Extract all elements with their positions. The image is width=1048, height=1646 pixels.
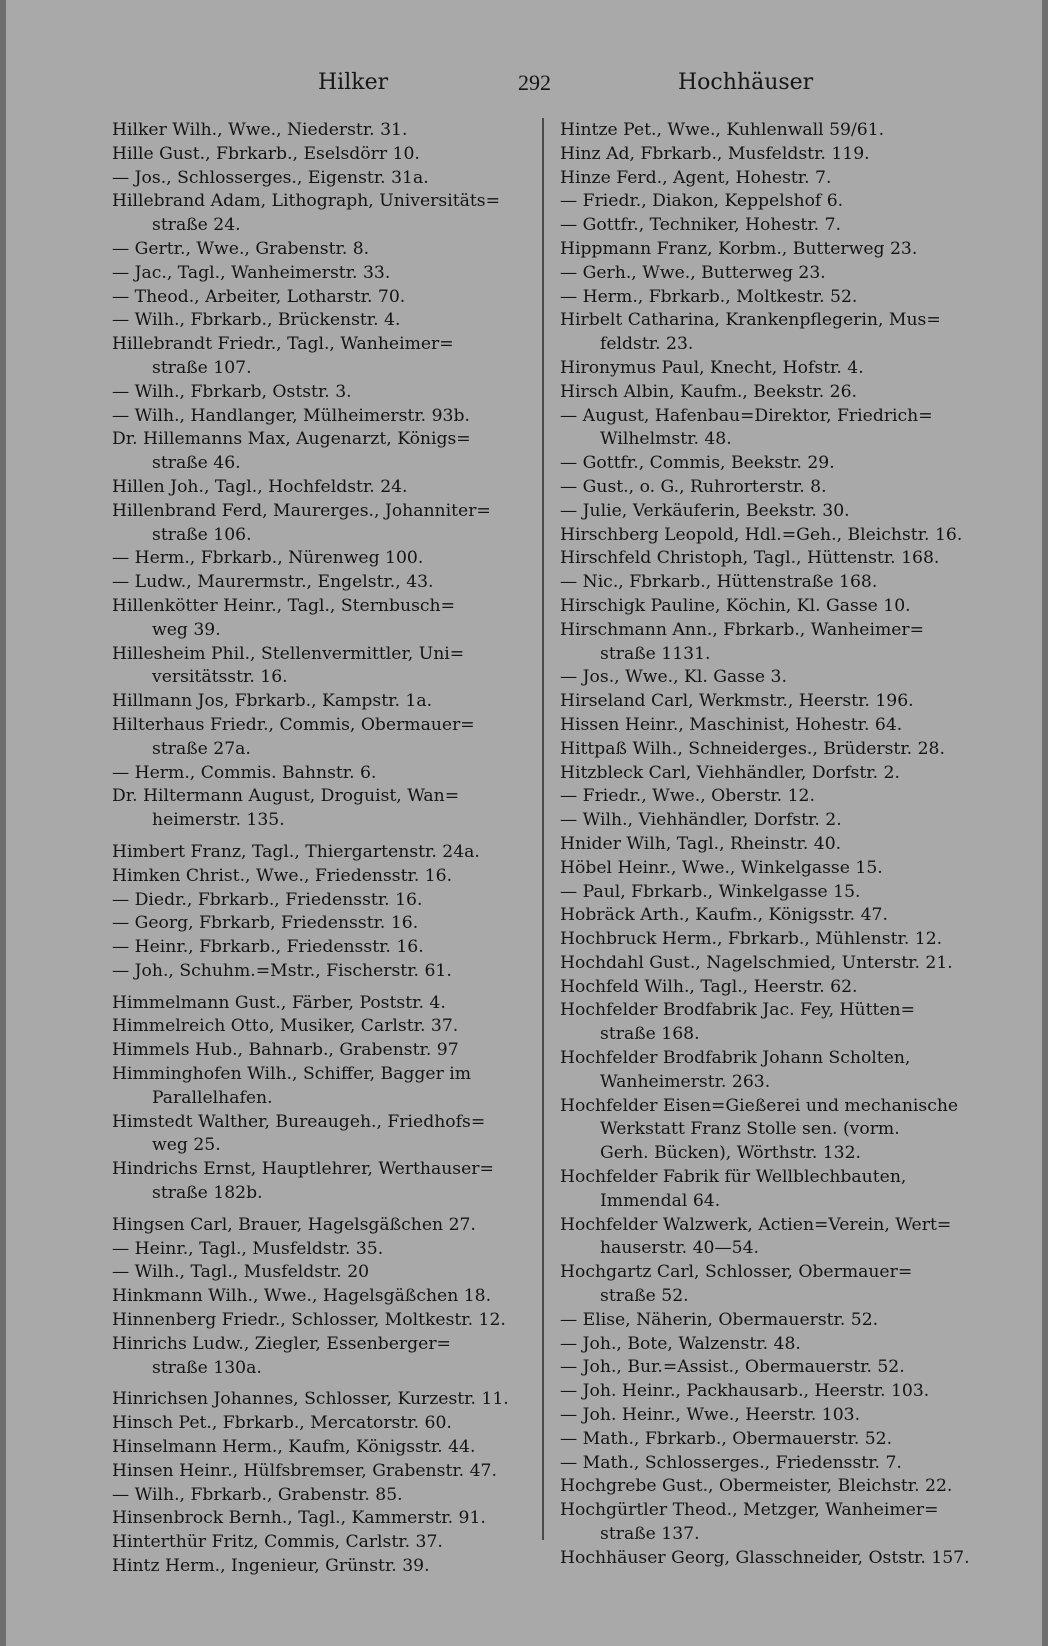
directory-line: — Ludw., Maurermstr., Engelstr., 43. — [112, 572, 434, 593]
directory-line: — Joh., Bur.=Assist., Obermauerstr. 52. — [560, 1357, 905, 1378]
directory-line: Hirbelt Catharina, Krankenpflegerin, Mus= — [560, 310, 941, 331]
directory-line: straße 130a. — [152, 1357, 262, 1378]
page-header — [6, 70, 1042, 110]
directory-line: — Nic., Fbrkarb., Hüttenstraße 168. — [560, 572, 878, 593]
directory-line: straße 27a. — [152, 738, 251, 759]
directory-line: — Gottfr., Commis, Beekstr. 29. — [560, 453, 835, 474]
directory-line: Hirschigk Pauline, Köchin, Kl. Gasse 10. — [560, 595, 911, 616]
column-divider — [542, 118, 544, 1540]
directory-line: Hippmann Franz, Korbm., Butterweg 23. — [560, 238, 918, 259]
directory-line: Hinsch Pet., Fbrkarb., Mercatorstr. 60. — [112, 1413, 452, 1434]
directory-line: Hirseland Carl, Werkmstr., Heerstr. 196. — [560, 691, 914, 712]
directory-line: Himmelreich Otto, Musiker, Carlstr. 37. — [112, 1016, 459, 1037]
directory-line: Hochgürtler Theod., Metzger, Wanheimer= — [560, 1500, 939, 1521]
directory-line: weg 39. — [152, 619, 221, 640]
directory-line: straße 24. — [152, 215, 241, 236]
directory-line: Gerh. Bücken), Wörthstr. 132. — [600, 1143, 862, 1164]
directory-line: — Jos., Schlosserges., Eigenstr. 31a. — [112, 167, 429, 188]
directory-line: Himken Christ., Wwe., Friedensstr. 16. — [112, 865, 453, 886]
directory-line: Hinrichsen Johannes, Schlosser, Kurzestr. 11. — [112, 1389, 509, 1410]
directory-line: Hobräck Arth., Kaufm., Königsstr. 47. — [560, 905, 888, 926]
directory-line: Hochfelder Fabrik für Wellblechbauten, — [560, 1167, 907, 1188]
directory-line: — Gust., o. G., Ruhrorterstr. 8. — [560, 476, 827, 497]
directory-line: Hinkmann Wilh., Wwe., Hagelsgäßchen 18. — [112, 1286, 492, 1307]
directory-line: Hinselmann Herm., Kaufm, Königsstr. 44. — [112, 1437, 476, 1458]
directory-line: straße 168. — [600, 1024, 700, 1045]
directory-line: Hironymus Paul, Knecht, Hofstr. 4. — [560, 357, 864, 378]
directory-line: Hillebrand Adam, Lithograph, Universitäts= — [112, 191, 500, 212]
directory-line: Himmelmann Gust., Färber, Poststr. 4. — [112, 992, 446, 1013]
directory-line: Hitzbleck Carl, Viehhändler, Dorfstr. 2. — [560, 762, 900, 783]
directory-line: Hittpaß Wilh., Schneiderges., Brüderstr. 28. — [560, 738, 945, 759]
directory-line: — Wilh., Fbrkarb, Oststr. 3. — [112, 381, 352, 402]
directory-line: Hissen Heinr., Maschinist, Hohestr. 64. — [560, 714, 903, 735]
directory-line: straße 137. — [600, 1524, 700, 1545]
left-column — [112, 119, 544, 1579]
directory-line: Hinsen Heinr., Hülfsbremser, Grabenstr. 47. — [112, 1460, 497, 1481]
directory-line: Himstedt Walther, Bureaugeh., Friedhofs= — [112, 1111, 486, 1132]
directory-line: Himminghofen Wilh., Schiffer, Bagger im — [112, 1064, 472, 1085]
directory-line: Hinrichs Ludw., Ziegler, Essenberger= — [112, 1333, 451, 1354]
directory-line: — Herm., Commis. Bahnstr. 6. — [112, 762, 377, 783]
directory-line: Hochfelder Brodfabrik Jac. Fey, Hütten= — [560, 1000, 916, 1021]
directory-line: weg 25. — [152, 1135, 221, 1156]
directory-line: Hirschfeld Christoph, Tagl., Hüttenstr. 168. — [560, 548, 940, 569]
directory-line: Hochbruck Herm., Fbrkarb., Mühlenstr. 12. — [560, 929, 943, 950]
directory-line: Hochgartz Carl, Schlosser, Obermauer= — [560, 1262, 913, 1283]
directory-line: Hinnenberg Friedr., Schlosser, Moltkestr. 12. — [112, 1310, 506, 1331]
directory-line: — Heinr., Tagl., Musfeldstr. 35. — [112, 1238, 384, 1259]
directory-line: Parallelhafen. — [152, 1087, 273, 1108]
directory-line: Hinterthür Fritz, Commis, Carlstr. 37. — [112, 1532, 443, 1553]
directory-line: Hillenbrand Ferd, Maurerges., Johanniter= — [112, 500, 491, 521]
directory-line: Hochhäuser Georg, Glasschneider, Oststr. 157. — [560, 1547, 970, 1568]
directory-line: Hochfelder Walzwerk, Actien=Verein, Wert= — [560, 1214, 952, 1235]
directory-line: straße 1131. — [600, 643, 711, 664]
directory-line: Hingsen Carl, Brauer, Hagelsgäßchen 27. — [112, 1214, 476, 1235]
directory-line: Hille Gust., Fbrkarb., Eselsdörr 10. — [112, 143, 420, 164]
directory-line: hauserstr. 40—54. — [600, 1238, 759, 1259]
directory-line: Hintze Pet., Wwe., Kuhlenwall 59/61. — [560, 120, 885, 140]
directory-line: feldstr. 23. — [600, 334, 694, 355]
directory-line: — Theod., Arbeiter, Lotharstr. 70. — [112, 286, 406, 307]
directory-line: Werkstatt Franz Stolle sen. (vorm. — [600, 1119, 900, 1140]
directory-line: Hochdahl Gust., Nagelschmied, Unterstr. 21. — [560, 952, 953, 973]
directory-line: Immendal 64. — [600, 1190, 721, 1211]
directory-line: Hillesheim Phil., Stellenvermittler, Uni= — [112, 643, 465, 664]
directory-line: — Math., Fbrkarb., Obermauerstr. 52. — [560, 1428, 893, 1449]
directory-line: — Gertr., Wwe., Grabenstr. 8. — [112, 238, 370, 259]
directory-line: — Heinr., Fbrkarb., Friedensstr. 16. — [112, 937, 424, 958]
directory-line: versitätsstr. 16. — [152, 667, 288, 688]
directory-line: — Gerh., Wwe., Butterweg 23. — [560, 262, 826, 283]
directory-line: — Math., Schlosserges., Friedensstr. 7. — [560, 1452, 902, 1473]
directory-line: Hirsch Albin, Kaufm., Beekstr. 26. — [560, 381, 857, 402]
directory-line: Hillebrandt Friedr., Tagl., Wanheimer= — [112, 334, 454, 355]
directory-line: — Wilh., Fbrkarb., Grabenstr. 85. — [112, 1484, 403, 1505]
directory-line: Hillmann Jos, Fbrkarb., Kampstr. 1a. — [112, 691, 433, 712]
directory-line: heimerstr. 135. — [152, 810, 285, 831]
directory-line: — Elise, Näherin, Obermauerstr. 52. — [560, 1309, 879, 1330]
directory-line: — Wilh., Tagl., Musfeldstr. 20 — [112, 1262, 370, 1283]
directory-line: — Jos., Wwe., Kl. Gasse 3. — [560, 667, 787, 688]
directory-line: Hilterhaus Friedr., Commis, Obermauer= — [112, 714, 475, 735]
directory-line: — August, Hafenbau=Direktor, Friedrich= — [560, 405, 933, 426]
directory-line: Hnider Wilh, Tagl., Rheinstr. 40. — [560, 833, 842, 854]
directory-page — [6, 0, 1042, 1646]
directory-line: Hilker Wilh., Wwe., Niederstr. 31. — [112, 120, 408, 140]
header-left-keyword: Hilker — [318, 70, 389, 95]
page-number: 292 — [518, 70, 551, 95]
directory-line: — Joh., Schuhm.=Mstr., Fischerstr. 61. — [112, 960, 452, 981]
directory-line: straße 182b. — [152, 1183, 263, 1204]
directory-line: — Wilh., Fbrkarb., Brückenstr. 4. — [112, 310, 401, 331]
directory-line: Dr. Hiltermann August, Droguist, Wan= — [112, 786, 460, 807]
directory-line: Hillenkötter Heinr., Tagl., Sternbusch= — [112, 595, 455, 616]
directory-line: Höbel Heinr., Wwe., Winkelgasse 15. — [560, 857, 883, 878]
directory-line: straße 106. — [152, 524, 252, 545]
directory-line: Himmels Hub., Bahnarb., Grabenstr. 97 — [112, 1040, 459, 1061]
directory-line: Hintz Herm., Ingenieur, Grünstr. 39. — [112, 1556, 430, 1577]
directory-line: — Joh., Bote, Walzenstr. 48. — [560, 1333, 801, 1354]
directory-line: Hinz Ad, Fbrkarb., Musfeldstr. 119. — [560, 143, 870, 164]
directory-line: — Herm., Fbrkarb., Nürenweg 100. — [112, 548, 424, 569]
directory-line: Hindrichs Ernst, Hauptlehrer, Werthauser= — [112, 1159, 494, 1180]
directory-line: — Herm., Fbrkarb., Moltkestr. 52. — [560, 286, 858, 307]
directory-line: — Wilh., Handlanger, Mülheimerstr. 93b. — [112, 405, 470, 426]
directory-line: straße 46. — [152, 453, 241, 474]
directory-line: Hochgrebe Gust., Obermeister, Bleichstr. 22. — [560, 1476, 953, 1497]
directory-line: — Diedr., Fbrkarb., Friedensstr. 16. — [112, 889, 423, 910]
directory-line: — Joh. Heinr., Wwe., Heerstr. 103. — [560, 1405, 861, 1426]
directory-line: Hirschberg Leopold, Hdl.=Geh., Bleichstr. 16. — [560, 524, 963, 545]
directory-line: Hinsenbrock Bernh., Tagl., Kammerstr. 91. — [112, 1508, 486, 1529]
header-right-keyword: Hochhäuser — [678, 70, 814, 95]
directory-line: Himbert Franz, Tagl., Thiergartenstr. 24a. — [112, 841, 480, 862]
directory-line: Wilhelmstr. 48. — [600, 429, 732, 450]
directory-line: straße 52. — [600, 1286, 689, 1307]
directory-line: Hochfelder Brodfabrik Johann Scholten, — [560, 1048, 911, 1069]
directory-line: Hochfeld Wilh., Tagl., Heerstr. 62. — [560, 976, 858, 997]
directory-line: — Jac., Tagl., Wanheimerstr. 33. — [112, 262, 391, 283]
directory-line: — Paul, Fbrkarb., Winkelgasse 15. — [560, 881, 861, 902]
directory-line: Hochfelder Eisen=Gießerei und mechanische — [560, 1095, 959, 1116]
directory-line: Hinze Ferd., Agent, Hohestr. 7. — [560, 167, 832, 188]
directory-line: Dr. Hillemanns Max, Augenarzt, Königs= — [112, 429, 471, 450]
right-column — [560, 119, 992, 1571]
directory-line: Hirschmann Ann., Fbrkarb., Wanheimer= — [560, 619, 925, 640]
directory-line: Hillen Joh., Tagl., Hochfeldstr. 24. — [112, 476, 408, 497]
directory-line: — Friedr., Wwe., Oberstr. 12. — [560, 786, 815, 807]
directory-line: — Friedr., Diakon, Keppelshof 6. — [560, 191, 844, 212]
directory-line: — Wilh., Viehhändler, Dorfstr. 2. — [560, 810, 842, 831]
directory-line: straße 107. — [152, 357, 252, 378]
directory-line: — Gottfr., Techniker, Hohestr. 7. — [560, 215, 841, 236]
directory-line: — Georg, Fbrkarb, Friedensstr. 16. — [112, 913, 419, 934]
directory-line: Wanheimerstr. 263. — [600, 1071, 771, 1092]
directory-line: — Julie, Verkäuferin, Beekstr. 30. — [560, 500, 850, 521]
directory-line: — Joh. Heinr., Packhausarb., Heerstr. 103. — [560, 1381, 930, 1402]
